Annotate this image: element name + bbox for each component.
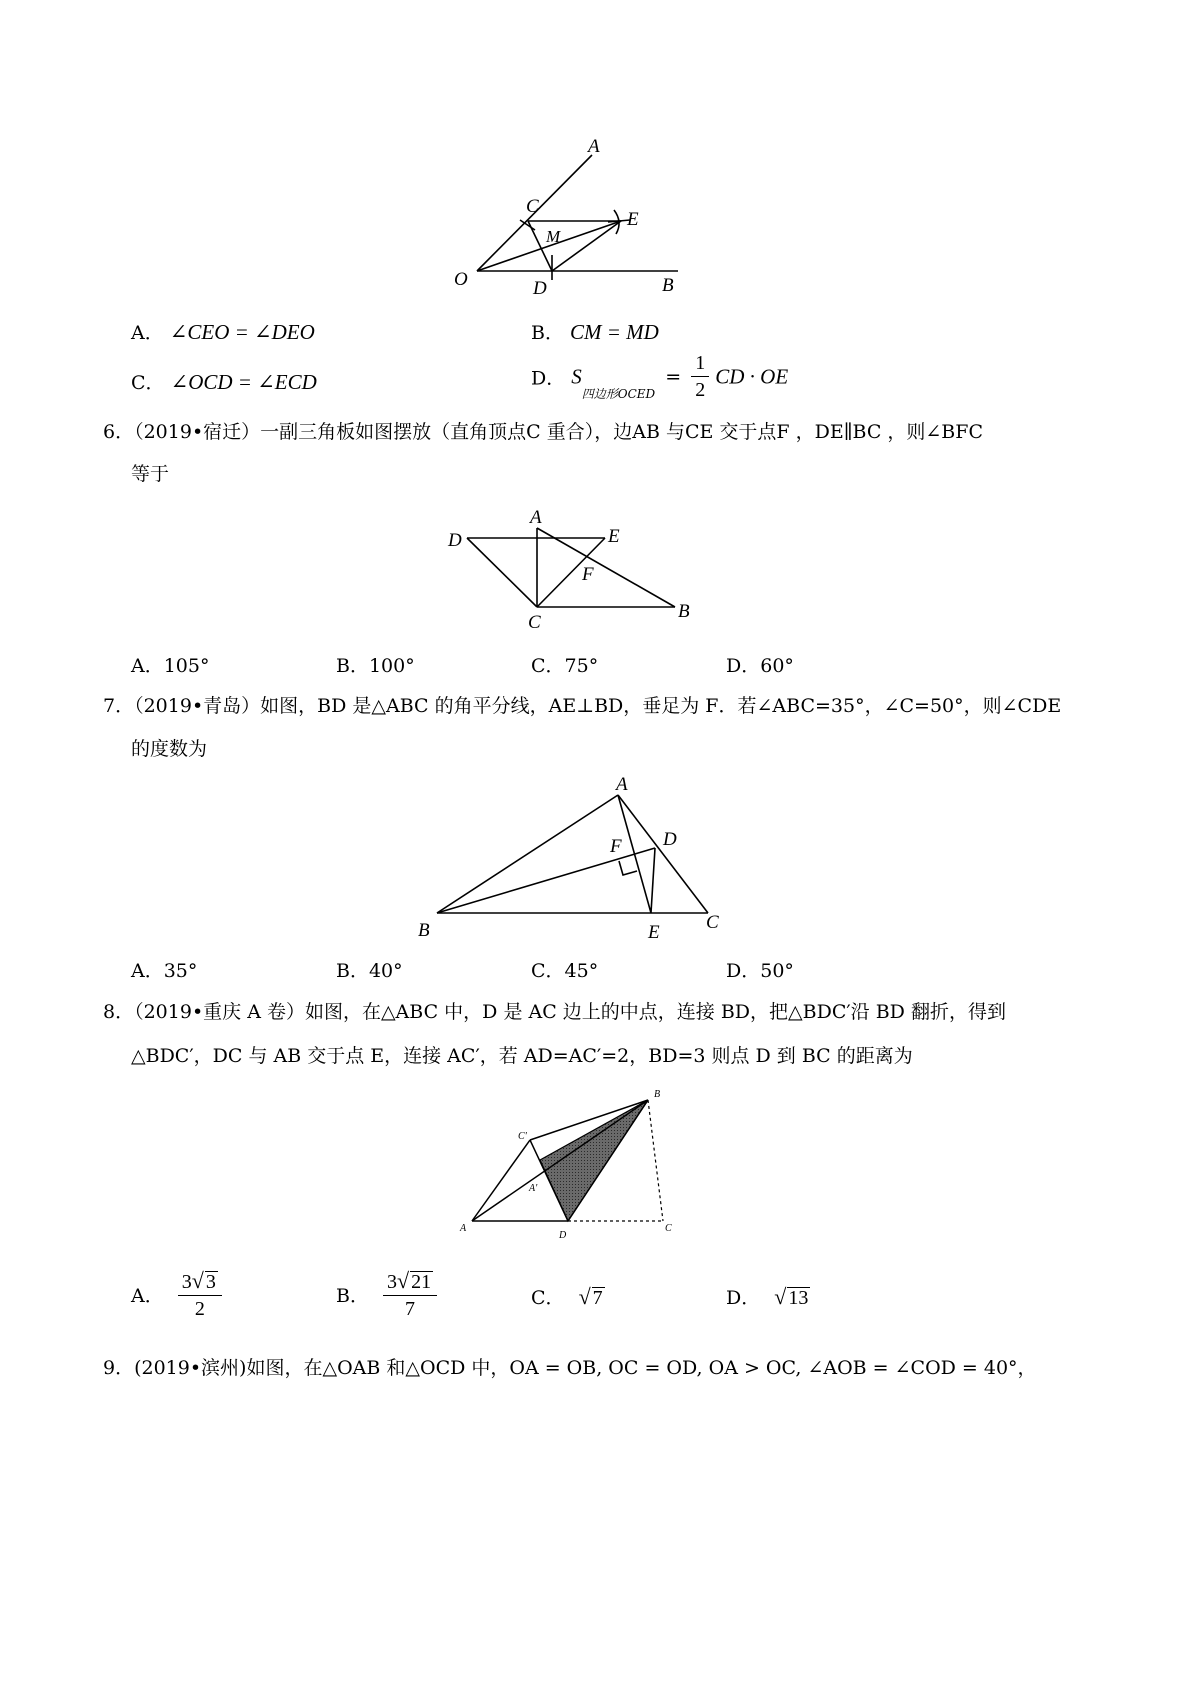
fig2-label-C: C xyxy=(528,612,541,633)
q5-option-c-letter: C． xyxy=(131,372,165,394)
q8-option-b-coef: 3 xyxy=(387,1271,398,1293)
fig1-label-D: D xyxy=(533,278,547,299)
q6-option-b: B．100° xyxy=(336,655,415,677)
q8-option-c-rad: 7 xyxy=(592,1287,603,1309)
fig2-label-A: A xyxy=(530,507,542,528)
fig3-label-F: F xyxy=(610,836,622,857)
figure-angle-bisector xyxy=(440,130,700,310)
q8-stem-line2: △BDC′，DC 与 AB 交于点 E，连接 AC′，若 AD=AC′=2，BD=3 则点 D 到 BC 的距离为 xyxy=(131,1045,913,1067)
fig4-label-D: D xyxy=(559,1230,567,1241)
q5-option-d-s: S xyxy=(571,364,582,389)
fig3-label-E: E xyxy=(648,922,660,943)
q8-option-c-letter: C． xyxy=(531,1287,565,1309)
q5-option-d-num: 1 xyxy=(691,352,709,377)
q7-stem-line2: 的度数为 xyxy=(131,738,208,760)
q6-option-c: C．75° xyxy=(531,655,599,677)
q6-option-d: D．60° xyxy=(726,655,794,677)
q5-option-d-letter: D． xyxy=(531,367,566,390)
q8-option-d-rad: 13 xyxy=(788,1287,809,1309)
q8-option-b-rad: 21 xyxy=(411,1271,432,1293)
fig4-label-A1: A' xyxy=(529,1183,538,1194)
fig3-label-B: B xyxy=(418,920,430,941)
fig2-label-D: D xyxy=(448,530,462,551)
q8-option-b-fraction xyxy=(383,1268,437,1321)
sqrt-icon: √ xyxy=(774,1284,787,1309)
fig2-label-F: F xyxy=(582,564,594,585)
q6-stem-line1: 6．（2019•宿迁）一副三角板如图摆放（直角顶点C 重合），边AB 与CE 交于点F ，DE∥BC ，则∠BFC xyxy=(103,421,983,443)
fig1-label-M: M xyxy=(546,227,561,246)
q7-stem-line1: 7．（2019•青岛）如图，BD 是△ABC 的角平分线，AE⊥BD，垂足为 F．若∠ABC=35°，∠C=50°，则∠CDE xyxy=(103,695,1062,717)
q5-option-c xyxy=(131,368,317,395)
q7-option-a: A．35° xyxy=(131,960,198,982)
fig4-label-A: A xyxy=(460,1223,467,1234)
q8-option-b-den: 7 xyxy=(405,1298,416,1320)
q8-stem-line1: 8．（2019•重庆 A 卷）如图，在△ABC 中，D 是 AC 边上的中点，连接 BD，把△BDC′沿 BD 翻折，得到 xyxy=(103,1001,1006,1023)
q8-option-a-den: 2 xyxy=(194,1298,205,1320)
fig3-label-C: C xyxy=(706,912,719,933)
q5-option-c-text: ∠OCD = ∠ECD xyxy=(170,370,317,394)
sqrt-icon: √ xyxy=(397,1268,410,1293)
q7-option-d: D．50° xyxy=(726,960,794,982)
q5-option-d xyxy=(531,352,788,402)
q7-option-b: B．40° xyxy=(336,960,403,982)
q7-option-c: C．45° xyxy=(531,960,599,982)
figure-angle-bisector-triangle xyxy=(410,770,740,950)
fig1-label-A: A xyxy=(588,136,600,157)
q5-option-d-den: 2 xyxy=(695,379,706,401)
fig1-label-B: B xyxy=(662,275,674,296)
fig4-label-C1: C' xyxy=(518,1131,527,1142)
q5-option-b xyxy=(531,318,659,345)
q5-option-d-sub: 四边形OCED xyxy=(581,387,656,401)
q8-option-d xyxy=(726,1283,810,1310)
q8-option-a-fraction xyxy=(178,1268,222,1321)
q5-option-b-letter: B． xyxy=(531,322,564,344)
fig3-label-D: D xyxy=(663,829,677,850)
q5-option-a-text: ∠CEO = ∠DEO xyxy=(169,320,315,344)
fig2-label-B: B xyxy=(678,601,690,622)
q5-option-d-eq: = xyxy=(665,366,682,388)
fig3-label-A: A xyxy=(616,774,628,795)
q8-option-a xyxy=(131,1268,222,1321)
fig4-label-B: B xyxy=(654,1089,661,1100)
q9-stem-line1: 9．(2019•滨州)如图，在△OAB 和△OCD 中，OA = OB, OC = OD, OA > OC, ∠AOB = ∠COD = 40°， xyxy=(103,1357,1037,1379)
sqrt-icon: √ xyxy=(191,1268,204,1293)
figure-triangle-set xyxy=(440,500,700,640)
fig4-label-C: C xyxy=(665,1223,672,1234)
fig1-label-E: E xyxy=(627,209,639,230)
q5-option-a-letter: A． xyxy=(131,322,164,344)
q8-option-a-rad: 3 xyxy=(205,1271,216,1293)
q6-option-a: A．105° xyxy=(131,655,210,677)
figure-fold-triangle xyxy=(455,1085,685,1241)
q5-option-d-rest: CD · OE xyxy=(715,364,789,389)
q5-option-d-fraction xyxy=(691,352,709,402)
q8-option-c xyxy=(531,1283,605,1310)
q5-option-a xyxy=(131,318,315,345)
q5-option-b-text: CM = MD xyxy=(570,320,659,344)
fig1-label-O: O xyxy=(454,269,468,290)
q8-option-a-letter: A． xyxy=(131,1285,164,1307)
q8-option-d-letter: D． xyxy=(726,1287,761,1309)
sqrt-icon: √ xyxy=(578,1284,591,1309)
q8-option-a-coef: 3 xyxy=(181,1271,192,1293)
fig1-label-C: C xyxy=(526,196,539,217)
q8-option-b xyxy=(336,1268,437,1321)
fig2-label-E: E xyxy=(608,526,620,547)
q6-stem-line2: 等于 xyxy=(131,463,170,485)
q8-option-b-letter: B． xyxy=(336,1285,369,1307)
